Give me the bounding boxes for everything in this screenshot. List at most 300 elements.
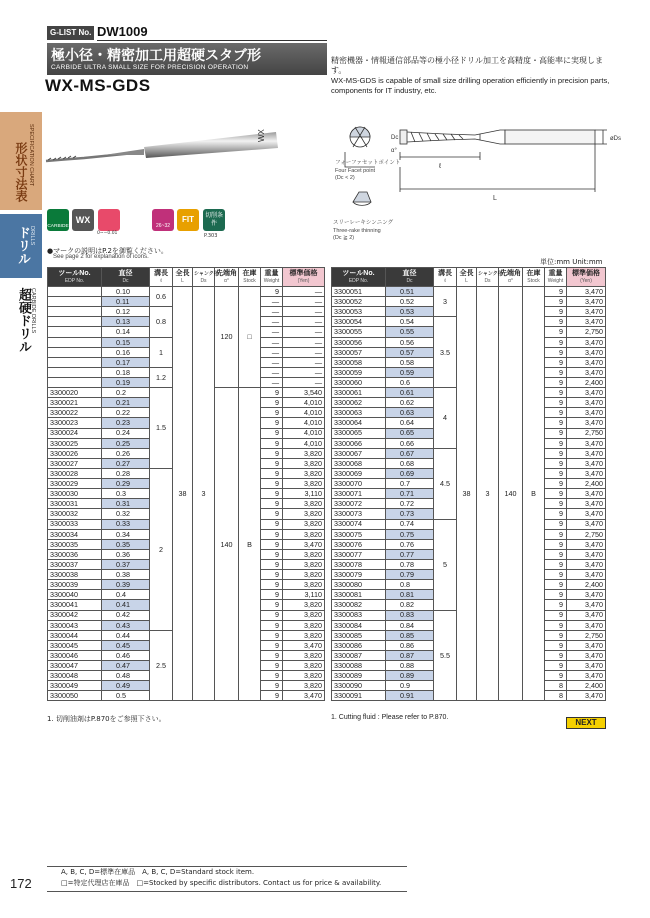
table-row (332, 287, 606, 297)
weight-cell: 9 (545, 539, 567, 549)
edp-cell: 3300032 (48, 509, 102, 519)
price-cell: 3,820 (283, 600, 325, 610)
dim-ds: øDs (610, 136, 621, 142)
price-cell: 3,820 (283, 529, 325, 539)
description-jp: 精密機器・情報通信部品等の極小径ドリル加工を高精度・高能率に実現します。 (331, 56, 603, 75)
overall-length-cell: 38 (457, 287, 477, 701)
diameter-cell: 0.56 (386, 337, 434, 347)
weight-cell: 9 (261, 549, 283, 559)
diameter-cell: 0.13 (102, 317, 150, 327)
price-cell: 3,820 (283, 499, 325, 509)
diameter-cell: 0.69 (386, 468, 434, 478)
diameter-cell: 0.49 (102, 681, 150, 691)
diameter-cell: 0.43 (102, 620, 150, 630)
weight-cell: 9 (261, 650, 283, 660)
feature-icons (47, 209, 237, 243)
edp-cell: 3300042 (48, 610, 102, 620)
price-cell: — (283, 357, 325, 367)
edp-cell (48, 357, 102, 367)
diameter-cell: 0.11 (102, 297, 150, 307)
flute-length-cell: 2.5 (150, 630, 173, 701)
dim-flute-length: ℓ (439, 163, 442, 170)
diameter-cell: 0.62 (386, 398, 434, 408)
legend-line2: □=特定代理店在庫品 □=Stocked by specific distributors. Contact us for price & availability. (61, 879, 382, 887)
diameter-cell: 0.48 (102, 671, 150, 681)
price-cell: — (283, 347, 325, 357)
diameter-cell: 0.47 (102, 661, 150, 671)
header-rule (97, 40, 327, 41)
diameter-cell: 0.45 (102, 640, 150, 650)
price-cell: 3,820 (283, 458, 325, 468)
price-cell: 3,110 (283, 590, 325, 600)
edp-cell: 3300067 (332, 448, 386, 458)
edp-cell: 3300054 (332, 317, 386, 327)
diameter-cell: 0.53 (386, 307, 434, 317)
edp-cell: 3300052 (332, 297, 386, 307)
diameter-cell: 0.10 (102, 287, 150, 297)
weight-cell: 9 (545, 428, 567, 438)
weight-cell: 9 (545, 650, 567, 660)
weight-cell: 8 (545, 691, 567, 701)
price-cell: 4,010 (283, 428, 325, 438)
price-cell: 3,470 (567, 448, 606, 458)
diameter-cell: 0.74 (386, 519, 434, 529)
edp-cell: 3300087 (332, 650, 386, 660)
weight-cell: 9 (261, 671, 283, 681)
point-angle-cell: 140 (215, 388, 239, 701)
spec-table-right (331, 267, 606, 701)
cutting-conditions-page: P.303 (204, 233, 218, 239)
weight-cell: 9 (261, 499, 283, 509)
edp-cell: 3300089 (332, 671, 386, 681)
edp-cell: 3300035 (48, 539, 102, 549)
edp-cell: 3300069 (332, 468, 386, 478)
price-cell: 2,400 (567, 479, 606, 489)
price-cell: 3,820 (283, 620, 325, 630)
weight-cell: 9 (545, 337, 567, 347)
diameter-cell: 0.63 (386, 408, 434, 418)
weight-cell: 9 (545, 570, 567, 580)
flute-length-cell: 3 (434, 287, 457, 317)
price-cell: 3,470 (567, 671, 606, 681)
edp-cell: 3300039 (48, 580, 102, 590)
edp-cell: 3300058 (332, 357, 386, 367)
diameter-cell: 0.77 (386, 549, 434, 559)
dim-point-angle: α° (391, 148, 397, 154)
weight-cell: 9 (261, 580, 283, 590)
price-cell: 3,820 (283, 448, 325, 458)
point-label1-jp: フォーファセットポイント (335, 160, 401, 166)
weight-cell: 9 (545, 640, 567, 650)
diameter-cell: 0.6 (386, 377, 434, 387)
edp-cell: 3300022 (48, 408, 102, 418)
diameter-cell: 0.67 (386, 448, 434, 458)
edp-cell: 3300046 (48, 650, 102, 660)
weight-cell: 9 (545, 499, 567, 509)
diameter-cell: 0.75 (386, 529, 434, 539)
weight-cell: 9 (261, 408, 283, 418)
price-cell: — (283, 307, 325, 317)
col-overall-length: 全長 L (173, 268, 193, 287)
col-shank-dia: シャンク径 Ds (477, 268, 499, 287)
flute-length-cell: 3.5 (434, 317, 457, 388)
edp-cell (48, 367, 102, 377)
side-tab-spec-en: SPECIFICATION CHART (28, 124, 34, 187)
diameter-cell: 0.58 (386, 357, 434, 367)
edp-cell: 3300045 (48, 640, 102, 650)
diameter-cell: 0.78 (386, 559, 434, 569)
weight-cell: — (261, 367, 283, 377)
weight-cell: 9 (261, 398, 283, 408)
edp-cell: 3300060 (332, 377, 386, 387)
weight-cell: 9 (261, 570, 283, 580)
edp-cell: 3300077 (332, 549, 386, 559)
weight-cell: 9 (545, 549, 567, 559)
weight-cell: 9 (261, 681, 283, 691)
col-flute-length: 溝長 ℓ (150, 268, 173, 287)
diameter-cell: 0.7 (386, 479, 434, 489)
weight-cell: 9 (545, 327, 567, 337)
price-cell: — (283, 337, 325, 347)
edp-cell (48, 337, 102, 347)
edp-cell: 3300025 (48, 438, 102, 448)
diameter-cell: 0.19 (102, 377, 150, 387)
weight-cell: 9 (545, 610, 567, 620)
price-cell: 3,470 (567, 489, 606, 499)
side-tab-drills (0, 214, 42, 278)
edp-cell: 3300074 (332, 519, 386, 529)
diameter-cell: 0.76 (386, 539, 434, 549)
price-cell: — (283, 377, 325, 387)
price-cell: — (283, 287, 325, 297)
edp-cell: 3300053 (332, 307, 386, 317)
col-stock: 在庫 Stock (523, 268, 545, 287)
edp-cell: 3300037 (48, 559, 102, 569)
col-dc: 直径 Dc (386, 268, 434, 287)
title-en: CARBIDE ULTRA SMALL SIZE FOR PRECISION OPERATION (51, 64, 249, 71)
col-weight: 重量 Weight (545, 268, 567, 287)
edp-cell: 3300021 (48, 398, 102, 408)
flute-length-cell: 5.5 (434, 610, 457, 701)
price-cell: 3,470 (567, 347, 606, 357)
edp-cell: 3300031 (48, 499, 102, 509)
edp-cell: 3300086 (332, 640, 386, 650)
price-cell: 3,470 (283, 539, 325, 549)
edp-cell: 3300059 (332, 367, 386, 377)
weight-cell: 9 (261, 661, 283, 671)
edp-cell: 3300070 (332, 479, 386, 489)
diameter-cell: 0.86 (386, 640, 434, 650)
price-cell: 3,470 (567, 499, 606, 509)
weight-cell: — (261, 337, 283, 347)
price-cell: 3,470 (567, 559, 606, 569)
edp-cell: 3300088 (332, 661, 386, 671)
diameter-cell: 0.12 (102, 307, 150, 317)
price-cell: 3,470 (567, 418, 606, 428)
price-cell: 3,470 (567, 640, 606, 650)
weight-cell: 9 (545, 377, 567, 387)
price-cell: 3,820 (283, 650, 325, 660)
stock-cell: B (523, 287, 545, 701)
price-cell: 3,470 (567, 468, 606, 478)
edp-cell: 3300038 (48, 570, 102, 580)
price-cell: 3,820 (283, 519, 325, 529)
diameter-cell: 0.22 (102, 408, 150, 418)
edp-cell: 3300041 (48, 600, 102, 610)
edp-cell: 3300078 (332, 559, 386, 569)
edp-cell: 3300080 (332, 580, 386, 590)
side-category-jp: 超硬ドリル (16, 288, 31, 353)
price-cell: 2,750 (567, 428, 606, 438)
edp-cell: 3300024 (48, 428, 102, 438)
edp-cell: 3300040 (48, 590, 102, 600)
price-cell: 3,820 (283, 661, 325, 671)
price-cell: 3,470 (567, 408, 606, 418)
price-cell: 3,820 (283, 549, 325, 559)
flute-length-cell: 0.6 (150, 287, 173, 307)
edp-cell: 3300072 (332, 499, 386, 509)
diameter-cell: 0.28 (102, 468, 150, 478)
weight-cell: 9 (261, 287, 283, 297)
diameter-cell: 0.25 (102, 438, 150, 448)
diameter-cell: 0.32 (102, 509, 150, 519)
diameter-cell: 0.26 (102, 448, 150, 458)
diameter-cell: 0.65 (386, 428, 434, 438)
edp-cell: 3300029 (48, 479, 102, 489)
diameter-cell: 0.14 (102, 327, 150, 337)
weight-cell: 9 (261, 468, 283, 478)
weight-cell: 9 (545, 367, 567, 377)
diameter-cell: 0.5 (102, 691, 150, 701)
price-cell: 3,470 (567, 620, 606, 630)
weight-cell: 9 (545, 408, 567, 418)
col-edp: ツールNo. EDP No. (332, 268, 386, 287)
tolerance-range: 0~−0.01 (97, 231, 118, 236)
point-label2-cond: (Dc ≧ 2) (333, 235, 355, 241)
product-name: WX-MS-GDS (45, 76, 151, 95)
price-cell: 3,470 (567, 650, 606, 660)
weight-cell: 9 (545, 559, 567, 569)
wx-coating-icon: WX (72, 209, 94, 231)
weight-cell: 9 (545, 489, 567, 499)
point-label1-cond: (Dc < 2) (335, 175, 355, 181)
col-stock: 在庫 Stock (239, 268, 261, 287)
title-jp: 極小径・精密加工用超硬スタブ形 (51, 48, 261, 64)
shank-marking: WX (257, 129, 266, 142)
weight-cell: — (261, 357, 283, 367)
diameter-cell: 0.9 (386, 681, 434, 691)
price-cell: 3,470 (567, 519, 606, 529)
next-page-button[interactable]: NEXT (566, 717, 606, 729)
technical-drawing (195, 112, 625, 252)
edp-cell: 3300064 (332, 418, 386, 428)
edp-cell: 3300049 (48, 681, 102, 691)
title-banner (47, 43, 327, 75)
side-tab-drills-en: DRILLS (29, 226, 35, 246)
side-category-en: CARBIDE DRILLS (30, 288, 36, 334)
stock-cell: □ (239, 287, 261, 388)
price-cell: 3,820 (283, 630, 325, 640)
weight-cell: 9 (545, 468, 567, 478)
diameter-cell: 0.82 (386, 600, 434, 610)
price-cell: 3,470 (567, 570, 606, 580)
diameter-cell: 0.35 (102, 539, 150, 549)
diameter-cell: 0.31 (102, 499, 150, 509)
price-cell: 3,470 (567, 297, 606, 307)
point-label1-en: Four Facet point (335, 168, 376, 174)
col-point-angle: 先端角 α° (215, 268, 239, 287)
col-shank-dia: シャンク径 Ds (193, 268, 215, 287)
price-cell: 4,010 (283, 438, 325, 448)
edp-cell: 3300090 (332, 681, 386, 691)
edp-cell: 3300034 (48, 529, 102, 539)
weight-cell: 8 (545, 681, 567, 691)
diameter-cell: 0.66 (386, 438, 434, 448)
price-cell: 3,820 (283, 570, 325, 580)
diameter-cell: 0.27 (102, 458, 150, 468)
weight-cell: 9 (261, 590, 283, 600)
weight-cell: 9 (261, 418, 283, 428)
diameter-cell: 0.39 (102, 580, 150, 590)
weight-cell: 9 (545, 529, 567, 539)
edp-cell: 3300055 (332, 327, 386, 337)
description-en: WX-MS-GDS is capable of small size drilling operation efficiently in precision parts, components for IT industry, etc. (331, 76, 610, 95)
price-cell: 3,820 (283, 509, 325, 519)
weight-cell: 9 (261, 519, 283, 529)
diameter-cell: 0.2 (102, 388, 150, 398)
fit-icon: FIT (177, 209, 199, 231)
stock-cell: B (239, 388, 261, 701)
diameter-cell: 0.8 (386, 580, 434, 590)
spec-table-left (47, 267, 325, 701)
weight-cell: 9 (261, 448, 283, 458)
diameter-cell: 0.55 (386, 327, 434, 337)
side-tab-spec (0, 112, 42, 210)
unit-label: 単位:mm Unit:mm (540, 258, 603, 266)
table-row (48, 287, 325, 297)
price-cell: 3,820 (283, 681, 325, 691)
diameter-cell: 0.51 (386, 287, 434, 297)
weight-cell: 9 (545, 357, 567, 367)
weight-cell: 9 (261, 479, 283, 489)
flute-length-cell: 2 (150, 468, 173, 630)
carbide-label: CARBIDE (47, 224, 69, 229)
diameter-cell: 0.33 (102, 519, 150, 529)
edp-cell: 3300027 (48, 458, 102, 468)
diameter-cell: 0.3 (102, 489, 150, 499)
edp-cell: 3300083 (332, 610, 386, 620)
diameter-cell: 0.17 (102, 357, 150, 367)
edp-cell: 3300081 (332, 590, 386, 600)
diameter-cell: 0.21 (102, 398, 150, 408)
diameter-cell: 0.46 (102, 650, 150, 660)
edp-cell (48, 317, 102, 327)
flute-length-cell: 1.2 (150, 367, 173, 387)
col-dc: 直径 Dc (102, 268, 150, 287)
hardness-icon: 26~32 (152, 209, 174, 231)
carbide-icon (47, 209, 69, 231)
weight-cell: 9 (545, 590, 567, 600)
point-label2-en: Three-rake thinning (333, 228, 381, 234)
price-cell: 3,820 (283, 671, 325, 681)
weight-cell: 9 (545, 448, 567, 458)
diameter-cell: 0.73 (386, 509, 434, 519)
legend-line1: A, B, C, D=標準在庫品 A, B, C, D=Standard stock item. (61, 868, 255, 876)
edp-cell: 3300085 (332, 630, 386, 640)
edp-cell (48, 307, 102, 317)
edp-cell (48, 297, 102, 307)
weight-cell: 9 (545, 479, 567, 489)
edp-cell: 3300063 (332, 408, 386, 418)
diameter-cell: 0.64 (386, 418, 434, 428)
edp-cell: 3300026 (48, 448, 102, 458)
weight-cell: — (261, 347, 283, 357)
price-cell: — (283, 367, 325, 377)
price-cell: 3,820 (283, 580, 325, 590)
edp-cell: 3300079 (332, 570, 386, 580)
weight-cell: 9 (261, 559, 283, 569)
edp-cell: 3300084 (332, 620, 386, 630)
diameter-cell: 0.79 (386, 570, 434, 580)
weight-cell: 9 (545, 509, 567, 519)
diameter-cell: 0.87 (386, 650, 434, 660)
price-cell: 2,750 (567, 529, 606, 539)
price-cell: 3,820 (283, 559, 325, 569)
weight-cell: 9 (545, 600, 567, 610)
edp-cell: 3300028 (48, 468, 102, 478)
price-cell: 3,470 (567, 691, 606, 701)
glist-header (47, 26, 327, 40)
weight-cell: — (261, 317, 283, 327)
weight-cell: 9 (545, 307, 567, 317)
price-cell: 4,010 (283, 408, 325, 418)
diameter-cell: 0.85 (386, 630, 434, 640)
weight-cell: — (261, 297, 283, 307)
diameter-cell: 0.16 (102, 347, 150, 357)
weight-cell: 9 (261, 600, 283, 610)
diameter-cell: 0.24 (102, 428, 150, 438)
footnote-jp: 1. 切削油剤はP.870をご参照下さい。 (47, 715, 166, 723)
weight-cell: 9 (545, 620, 567, 630)
col-price: 標準価格 (Yen) (567, 268, 606, 287)
weight-cell: 9 (545, 519, 567, 529)
point-angle-cell: 140 (499, 287, 523, 701)
edp-cell: 3300043 (48, 620, 102, 630)
price-cell: 3,110 (283, 489, 325, 499)
weight-cell: 9 (261, 610, 283, 620)
price-cell: 3,470 (567, 509, 606, 519)
edp-cell: 3300075 (332, 529, 386, 539)
price-cell: 3,820 (283, 479, 325, 489)
diameter-cell: 0.61 (386, 388, 434, 398)
edp-cell: 3300057 (332, 347, 386, 357)
flute-length-cell: 4.5 (434, 448, 457, 519)
weight-cell: 9 (545, 458, 567, 468)
price-cell: 3,470 (567, 458, 606, 468)
price-cell: 2,750 (567, 630, 606, 640)
weight-cell: 9 (261, 388, 283, 398)
price-cell: 3,470 (567, 590, 606, 600)
price-cell: 3,470 (567, 610, 606, 620)
price-cell: 3,470 (567, 287, 606, 297)
price-cell: 3,470 (567, 337, 606, 347)
weight-cell: 9 (261, 630, 283, 640)
edp-cell: 3300056 (332, 337, 386, 347)
edp-cell: 3300062 (332, 398, 386, 408)
weight-cell: 9 (261, 428, 283, 438)
weight-cell: 9 (545, 297, 567, 307)
edp-cell: 3300076 (332, 539, 386, 549)
